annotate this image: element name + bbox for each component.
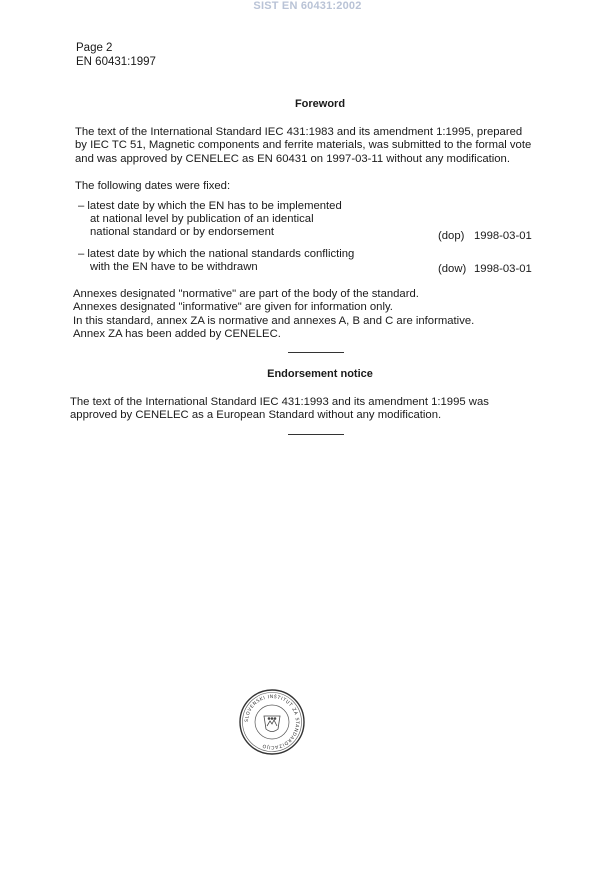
date-item-dop-line3: national standard or by endorsement: [90, 226, 275, 238]
annex-line: Annex ZA has been added by CENELEC.: [73, 328, 281, 341]
endorsement-title: Endorsement notice: [267, 368, 373, 380]
annex-line: Annexes designated "informative" are given for information only.: [73, 301, 393, 314]
date-item-dow-line1: – latest date by which the national standards conflicting: [78, 248, 355, 260]
dow-date: 1998-03-01: [474, 263, 532, 275]
endorsement-text: [70, 396, 560, 423]
annex-notes: [73, 288, 474, 342]
official-seal: [238, 688, 306, 756]
foreword-title: Foreword: [294, 98, 346, 110]
seal-ring-text: SLOVENSKI INŠTITUT ZA STANDARDIZACIJO: [244, 694, 300, 750]
intro-line: and was approved by CENELEC as EN 60431 on 1997-03-11 without any modification.: [75, 152, 510, 165]
svg-text:SLOVENSKI INŠTITUT ZA STANDARD: [244, 693, 300, 750]
foreword-intro: [75, 126, 565, 166]
dow-label: (dow): [438, 263, 467, 275]
intro-line: The text of the International Standard IEC 431:1983 and its amendment 1:1995, prepared: [75, 126, 523, 138]
date-item-dop-line1: – latest date by which the EN has to be implemented: [78, 200, 342, 212]
dates-intro: The following dates were fixed:: [75, 180, 231, 192]
watermark: SIST EN 60431:2002: [253, 0, 362, 12]
date-item-dow-line2: with the EN have to be withdrawn: [90, 261, 258, 273]
seal-icon: [238, 688, 306, 756]
document-id: EN 60431:1997: [76, 56, 156, 68]
divider: [288, 352, 344, 353]
page-number: Page 2: [76, 42, 113, 54]
divider: [288, 434, 344, 435]
dop-date: 1998-03-01: [474, 230, 532, 242]
annex-line: In this standard, annex ZA is normative and annexes A, B and C are informative.: [73, 314, 475, 327]
endorsement-line: approved by CENELEC as a European Standard without any modification.: [70, 409, 442, 422]
intro-line: by IEC TC 51, Magnetic components and ferrite materials, was submitted to the formal vote: [75, 139, 532, 152]
date-item-dop-line2: at national level by publication of an identical: [90, 213, 314, 225]
annex-line: Annexes designated "normative" are part of the body of the standard.: [73, 288, 419, 300]
dop-label: (dop): [438, 230, 465, 242]
endorsement-line: The text of the International Standard IEC 431:1993 and its amendment 1:1995 was: [70, 396, 489, 408]
